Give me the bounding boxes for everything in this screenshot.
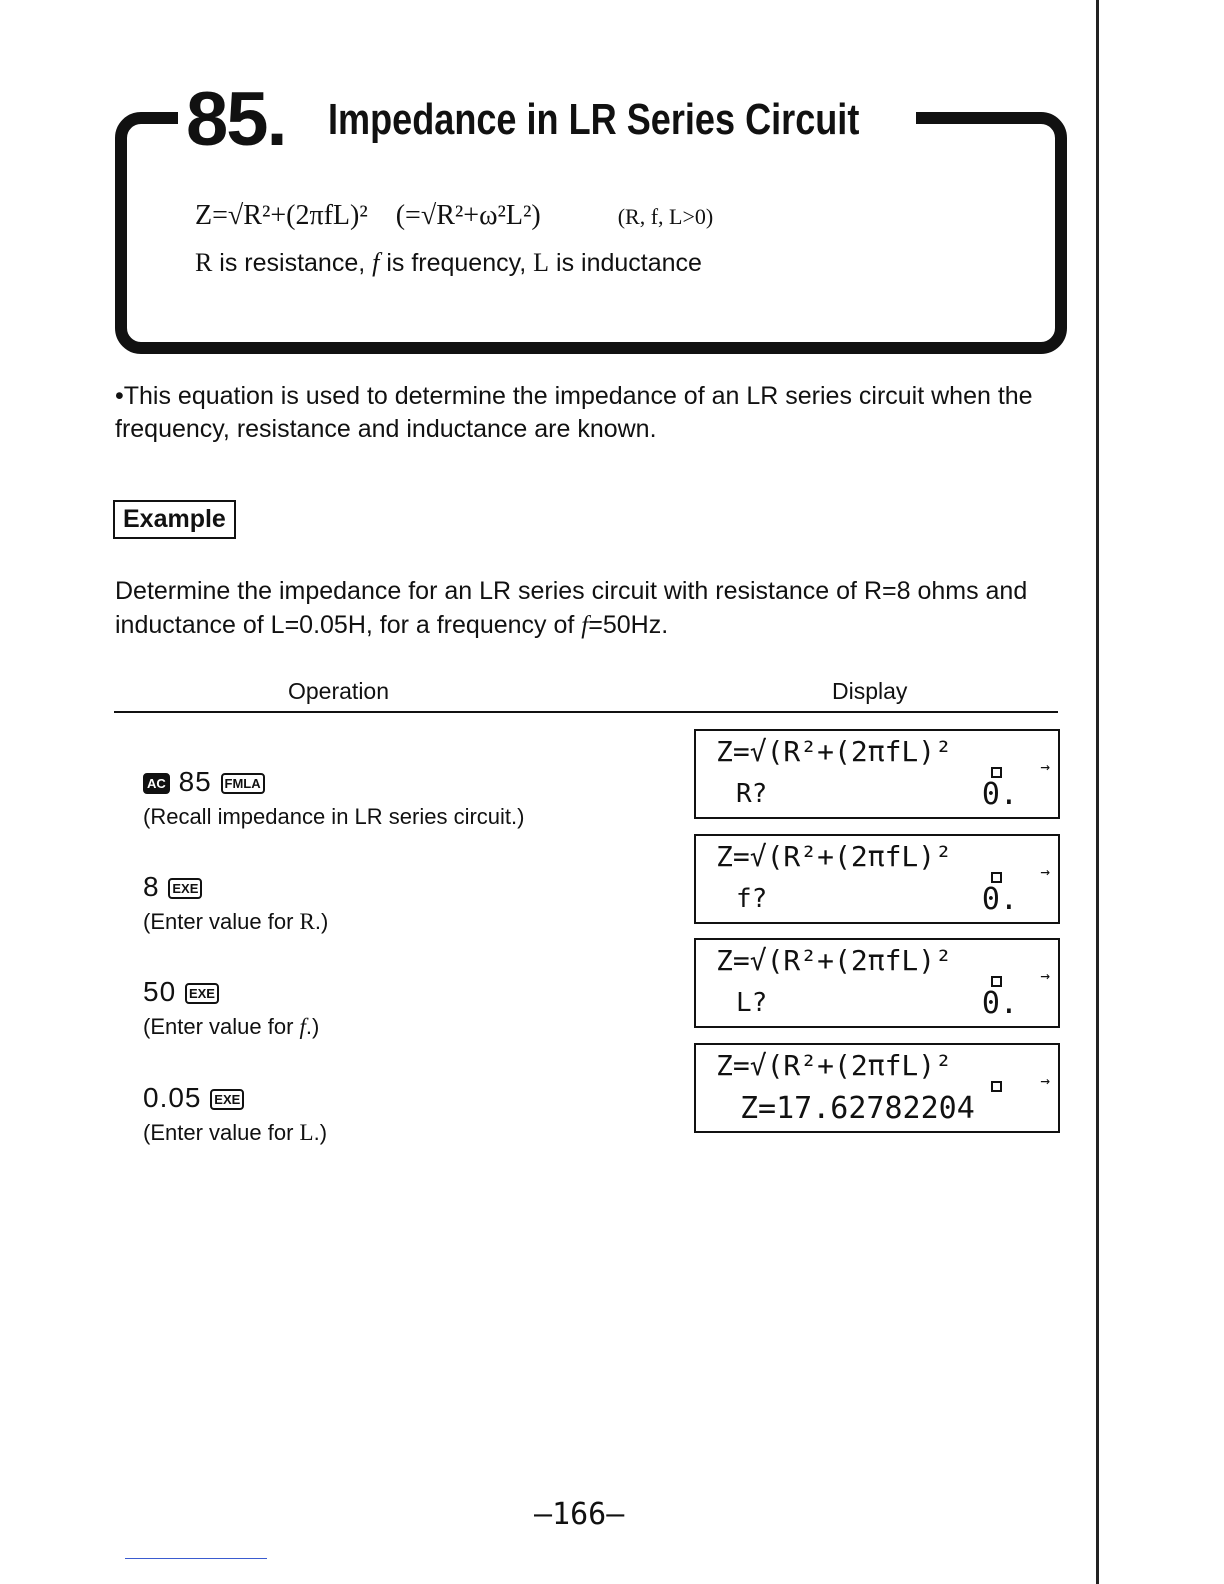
operation-step-1 (143, 768, 524, 830)
lcd-value: 0. (981, 986, 1018, 1021)
calculator-display-3 (694, 938, 1060, 1028)
example-problem (115, 574, 1075, 643)
example-label: Example (113, 500, 236, 539)
calculator-display-4 (694, 1043, 1060, 1133)
fmla-key: FMLA (221, 773, 265, 794)
section-title: Impedance in LR Series Circuit (328, 95, 860, 144)
right-arrow-icon: → (1040, 966, 1050, 985)
page-edge-line (1096, 0, 1099, 1584)
var-f-desc: is frequency, (386, 249, 527, 277)
calculator-display-1 (694, 729, 1060, 819)
variable-definitions (195, 248, 702, 278)
problem-f-var: f (581, 612, 589, 639)
step-note: (Enter value for R.) (143, 909, 329, 934)
step-keys: 8 (143, 871, 160, 902)
calculator-display-2 (694, 834, 1060, 924)
step-note: (Enter value for f.) (143, 1014, 320, 1039)
note-var: f (299, 1014, 306, 1039)
operation-step-2 (143, 873, 328, 935)
var-l-desc: is inductance (556, 249, 702, 277)
lcd-cursor-icon (991, 1081, 1002, 1092)
var-r-desc: is resistance, (219, 249, 366, 277)
column-header-operation: Operation (288, 678, 390, 704)
footer-line (125, 1558, 267, 1559)
note-var: L (299, 1120, 314, 1145)
exe-key: EXE (210, 1089, 244, 1110)
lcd-result: Z=17.62782204 (740, 1091, 975, 1126)
var-f: f (372, 248, 380, 277)
right-arrow-icon: → (1040, 1071, 1050, 1090)
page-number: –166– (534, 1497, 625, 1532)
operation-step-3 (143, 978, 319, 1040)
column-header-display: Display (832, 678, 908, 704)
lcd-prompt: R? (736, 779, 768, 809)
lcd-formula-line: Z=√(R²+(2πfL)² (716, 1049, 953, 1082)
step-note: (Enter value for L.) (143, 1120, 328, 1145)
operation-step-4 (143, 1084, 327, 1146)
lcd-formula-line: Z=√(R²+(2πfL)² (716, 840, 953, 873)
right-arrow-icon: → (1040, 862, 1050, 881)
intro-text: •This equation is used to determine the impedance of an LR series circuit when the frequency, resistance and inductance are known. (115, 382, 1033, 443)
section-number: 85. (186, 82, 292, 158)
exe-key: EXE (168, 878, 202, 899)
table-header-rule (114, 711, 1058, 713)
ac-key: AC (143, 773, 170, 794)
exe-key: EXE (185, 983, 219, 1004)
problem-text-end: =50Hz. (588, 611, 669, 639)
lcd-formula-line: Z=√(R²+(2πfL)² (716, 735, 953, 768)
step-note: (Recall impedance in LR series circuit.) (143, 804, 525, 829)
problem-text: Determine the impedance for an LR series circuit with resistance of R=8 ohms and inductance of L=0.05H, for a frequency of (115, 577, 1028, 639)
impedance-formula (195, 200, 713, 232)
var-l: L (533, 248, 550, 277)
formula-alternate: (=√R²+ω²L²) (395, 200, 541, 231)
formula-condition: (R, f, L>0) (617, 204, 714, 229)
lcd-prompt: f? (736, 884, 768, 914)
right-arrow-icon: → (1040, 757, 1050, 776)
step-keys: 0.05 (143, 1082, 202, 1113)
var-r: R (195, 248, 213, 277)
step-keys: 50 (143, 976, 177, 1007)
step-keys: 85 (178, 766, 212, 797)
lcd-value: 0. (981, 882, 1018, 917)
lcd-prompt: L? (736, 988, 768, 1018)
formula-main: Z=√R²+(2πfL)² (195, 200, 368, 231)
lcd-value: 0. (981, 777, 1018, 812)
note-var: R (299, 909, 315, 934)
lcd-formula-line: Z=√(R²+(2πfL)² (716, 944, 953, 977)
